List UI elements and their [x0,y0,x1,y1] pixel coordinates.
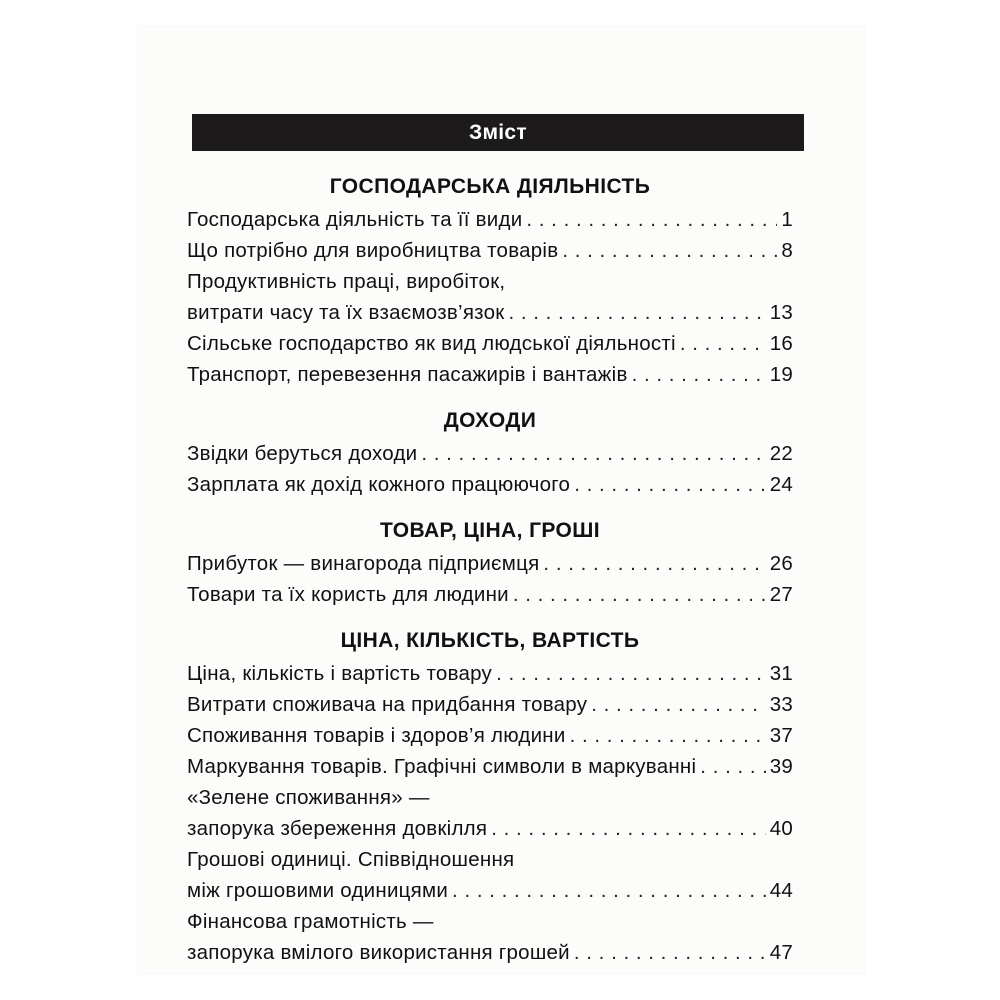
toc-entry-line [187,469,793,500]
toc-entry [187,359,793,390]
toc-entry-text: Маркування товарів. Графічні символи в маркуванні [187,755,697,778]
toc-entry-text: Фінансова грамотність — [187,910,434,933]
dot-leader [700,751,765,782]
toc-entry-text: «Зелене споживання» — [187,786,430,809]
page-number: 39 [769,755,793,778]
page-number: 37 [769,724,793,747]
dot-leader [452,875,766,906]
toc-entry [187,782,793,844]
page-number: 26 [769,552,793,575]
dot-leader [570,720,766,751]
toc-entry [187,235,793,266]
dot-leader [508,297,765,328]
toc-entry-line [187,548,793,579]
toc-entry-text: Господарська діяльність та її види [187,208,523,231]
page-number: 1 [781,208,793,231]
toc-entry-text: Ціна, кількість і вартість товару [187,662,493,685]
dot-leader [491,813,765,844]
page-number: 13 [769,301,793,324]
toc-entry [187,906,793,968]
page-number: 44 [769,879,793,902]
dot-leader [526,204,777,235]
toc-entry-line-continued [187,906,793,937]
toc-entry-text: Продуктивність праці, виробіток, [187,270,506,293]
toc-entry [187,579,793,610]
page-number: 8 [781,239,793,262]
toc-entry-text: витрати часу та їх взаємозв’язок [187,301,505,324]
toc-entry [187,689,793,720]
toc-entry [187,658,793,689]
dot-leader [496,658,766,689]
toc-entry [187,204,793,235]
section-title: ГОСПОДАРСЬКА ДІЯЛЬНІСТЬ [329,175,651,198]
section-title: ЦІНА, КІЛЬКІСТЬ, ВАРТІСТЬ [340,629,640,652]
toc-entry [187,438,793,469]
toc-entry-line [187,328,793,359]
page-number: 33 [769,693,793,716]
page-number: 19 [769,363,793,386]
toc-entry-line [187,359,793,390]
page-number: 22 [769,442,793,465]
toc-entry-line-continued [187,782,793,813]
toc-entry-text: запорука збереження довкілля [187,817,488,840]
table-of-contents [187,170,793,968]
toc-entry [187,266,793,328]
section-title: ДОХОДИ [443,409,537,432]
toc-entry-text: запорука вмілого використання грошей [187,941,570,964]
toc-entry-line-continued [187,844,793,875]
dot-leader [421,438,765,469]
dot-leader [574,937,766,968]
toc-entry-line [187,658,793,689]
page-number: 31 [769,662,793,685]
toc-entry-text: Грошові одиниці. Співвідношення [187,848,515,871]
toc-entry-text: Транспорт, перевезення пасажирів і вантажів [187,363,628,386]
toc-entry-text: між грошовими одиницями [187,879,449,902]
toc-entry-text: Витрати споживача на придбання товару [187,693,588,716]
toc-entry-text: Прибуток — винагорода підприємця [187,552,540,575]
dot-leader [574,469,765,500]
toc-entry [187,751,793,782]
page-number: 40 [769,817,793,840]
toc-entry-line [187,689,793,720]
toc-entry-line [187,438,793,469]
toc-entry-line [187,937,793,968]
dot-leader [562,235,777,266]
toc-entry-line [187,751,793,782]
toc-entry-text: Звідки беруться доходи [187,442,418,465]
page-number: 47 [769,941,793,964]
contents-title: Зміст [469,120,527,144]
toc-entry [187,469,793,500]
dot-leader [513,579,766,610]
toc-entry-text: Зарплата як дохід кожного працюючого [187,473,571,496]
toc-entry [187,328,793,359]
toc-entry-text: Що потрібно для виробництва товарів [187,239,559,262]
toc-entry-text: Споживання товарів і здоров’я людини [187,724,566,747]
toc-entry-text: Товари та їх користь для людини [187,583,509,606]
toc-entry-line [187,813,793,844]
toc-entry-text: Сільське господарство як вид людської діяльності [187,332,676,355]
toc-entry-line [187,235,793,266]
toc-entry-line [187,579,793,610]
toc-entry [187,548,793,579]
dot-leader [591,689,765,720]
page-number: 27 [769,583,793,606]
page-number: 16 [769,332,793,355]
toc-entry-line-continued [187,266,793,297]
contents-title-bar [192,114,804,151]
dot-leader [632,359,766,390]
section-title: ТОВАР, ЦІНА, ГРОШІ [380,519,600,542]
dot-leader [680,328,766,359]
toc-entry [187,720,793,751]
toc-entry-line [187,297,793,328]
toc-entry [187,844,793,906]
toc-entry-line [187,204,793,235]
toc-entry-line [187,720,793,751]
toc-entry-line [187,875,793,906]
dot-leader [543,548,765,579]
page-number: 24 [769,473,793,496]
